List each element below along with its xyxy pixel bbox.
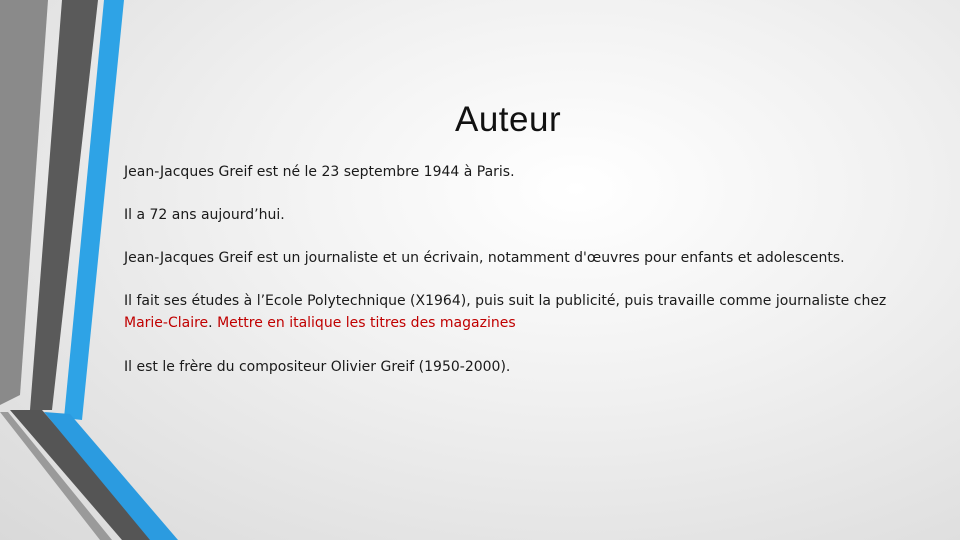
author-name: Jean-Jacques Greif	[124, 250, 253, 266]
paragraph-studies	[124, 290, 904, 334]
profession-text: est un journaliste et un écrivain, notamment d'œuvres pour enfants et adolescents.	[252, 250, 845, 266]
magazine-name: Marie-Claire	[124, 315, 209, 331]
paragraph-profession	[124, 247, 904, 269]
paragraph-birth: Jean-Jacques Greif est né le 23 septembre 1944 à Paris.	[124, 164, 515, 180]
editor-note: Mettre en italique les titres des magazines	[217, 315, 516, 331]
studies-text: Il fait ses études à l’Ecole Polytechnique (X1964), puis suit la publicité, puis travaille comme journaliste chez	[124, 293, 887, 309]
separator: .	[208, 315, 218, 331]
slide-title: Auteur	[455, 100, 562, 139]
paragraph-family: Il est le frère du compositeur Olivier Greif (1950-2000).	[124, 359, 511, 375]
paragraph-age: Il a 72 ans aujourd’hui.	[124, 207, 285, 223]
